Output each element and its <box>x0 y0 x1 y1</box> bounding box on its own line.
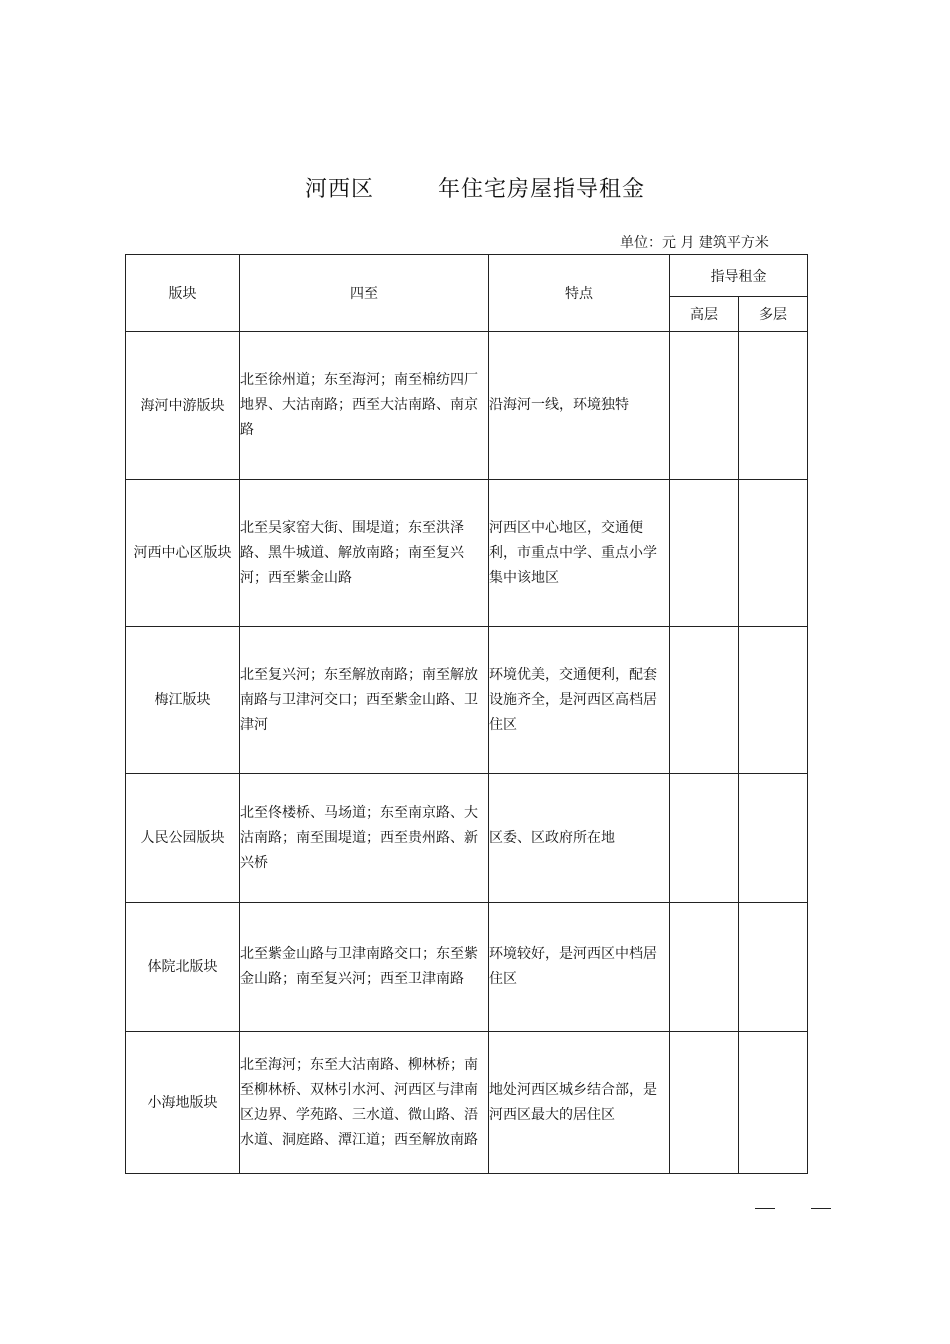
header-feature: 特点 <box>489 255 670 332</box>
table-row <box>126 1032 808 1174</box>
row-block: 海河中游版块 <box>126 332 240 480</box>
header-high-rise: 高层 <box>670 297 739 332</box>
row-high-rise-rent <box>670 332 739 480</box>
row-feature: 地处河西区城乡结合部，是河西区最大的居住区 <box>489 1032 670 1174</box>
row-bounds: 北至吴家窑大街、围堤道；东至洪泽路、黑牛城道、解放南路；南至复兴河；西至紫金山路 <box>240 480 489 627</box>
dash-left <box>755 1208 775 1209</box>
unit-note: 单位：元 月 建筑平方米 <box>620 235 769 251</box>
table-row <box>126 627 808 774</box>
header-rent: 指导租金 <box>670 255 808 297</box>
row-multi-storey-rent <box>739 903 808 1032</box>
row-bounds: 北至复兴河；东至解放南路；南至解放南路与卫津河交口；西至紫金山路、卫津河 <box>240 627 489 774</box>
row-multi-storey-rent <box>739 774 808 903</box>
row-bounds: 北至紫金山路与卫津南路交口；东至紫金山路；南至复兴河；西至卫津南路 <box>240 903 489 1032</box>
row-bounds: 北至徐州道；东至海河；南至棉纺四厂地界、大沽南路；西至大沽南路、南京路 <box>240 332 489 480</box>
row-multi-storey-rent <box>739 1032 808 1174</box>
row-block: 小海地版块 <box>126 1032 240 1174</box>
table-row <box>126 480 808 627</box>
row-feature: 沿海河一线，环境独特 <box>489 332 670 480</box>
table-row <box>126 903 808 1032</box>
row-multi-storey-rent <box>739 627 808 774</box>
row-multi-storey-rent <box>739 332 808 480</box>
row-block: 河西中心区版块 <box>126 480 240 627</box>
dash-right <box>811 1208 831 1209</box>
table-row <box>126 332 808 480</box>
header-block: 版块 <box>126 255 240 332</box>
row-block: 人民公园版块 <box>126 774 240 903</box>
header-multi-storey: 多层 <box>739 297 808 332</box>
row-bounds: 北至佟楼桥、马场道；东至南京路、大沽南路；南至围堤道；西至贵州路、新兴桥 <box>240 774 489 903</box>
page-title <box>0 172 950 203</box>
row-high-rise-rent <box>670 480 739 627</box>
title-subject: 年住宅房屋指导租金 <box>438 177 646 202</box>
table-row <box>126 774 808 903</box>
row-high-rise-rent <box>670 1032 739 1174</box>
row-block: 梅江版块 <box>126 627 240 774</box>
row-bounds: 北至海河；东至大沽南路、柳林桥；南至柳林桥、双林引水河、河西区与津南区边界、学苑路、三水道、微山路、浯水道、洞庭路、潭江道；西至解放南路 <box>240 1032 489 1174</box>
page-number-dashes <box>755 1200 867 1216</box>
row-high-rise-rent <box>670 903 739 1032</box>
header-bounds: 四至 <box>240 255 489 332</box>
title-district: 河西区 <box>304 177 374 202</box>
row-feature: 环境较好，是河西区中档居住区 <box>489 903 670 1032</box>
row-high-rise-rent <box>670 774 739 903</box>
row-feature: 区委、区政府所在地 <box>489 774 670 903</box>
rent-table <box>125 254 808 1174</box>
row-high-rise-rent <box>670 627 739 774</box>
row-feature: 河西区中心地区，交通便利，市重点中学、重点小学集中该地区 <box>489 480 670 627</box>
row-feature: 环境优美，交通便利，配套设施齐全，是河西区高档居住区 <box>489 627 670 774</box>
row-block: 体院北版块 <box>126 903 240 1032</box>
row-multi-storey-rent <box>739 480 808 627</box>
